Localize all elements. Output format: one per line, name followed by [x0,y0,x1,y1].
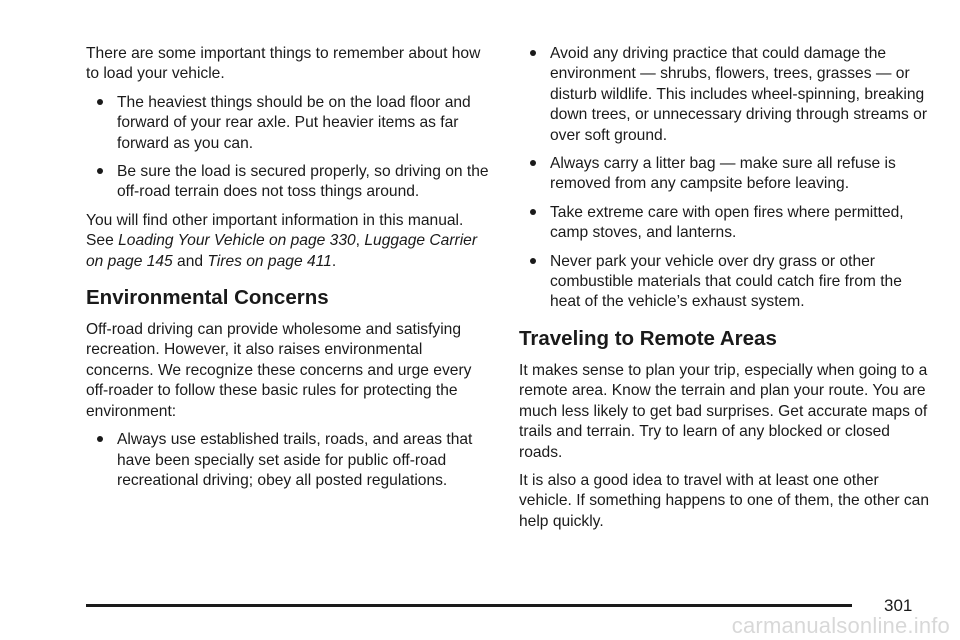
ref-luggage-carrier-link[interactable]: Luggage Carrier on page 145 [86,232,478,270]
bullet-dot-icon [97,436,103,442]
bullet-text: Take extreme care with open fires where permitted, camp stoves, and lanterns. [550,203,904,242]
bullet-dot-icon [530,160,536,166]
environmental-concerns-heading: Environmental Concerns [86,286,329,310]
left-column [86,44,490,499]
bullet-dot-icon [97,99,103,105]
bullet-dot-icon [530,209,536,215]
env-bullet-1 [86,430,490,491]
info-suffix: . [331,252,337,270]
bullet-dot-icon [530,50,536,56]
load-bullet-2 [86,162,490,203]
remote-paragraph-1: It makes sense to plan your trip, especially when going to a remote area. Know the terrain and plan your route. You are much less likely to get bad surprises. Get accurate maps of trails and terrain. Try to learn of any blocked or closed roads. [519,361,928,461]
env-bullet-5 [519,252,931,313]
footer-rule [86,604,852,607]
bullet-dot-icon [530,258,536,264]
ref-loading-vehicle-link[interactable]: Loading Your Vehicle on page 330 [118,232,356,250]
bullet-text: Avoid any driving practice that could damage the environment — shrubs, flowers, trees, grasses — or disturb wildlife. This includes wheel-spinning, breaking down trees, or unnecessary driving through streams or over soft ground. [550,45,928,144]
env-bullet-2 [519,44,931,146]
page-number: 301 [884,596,913,615]
bullet-text: Always use established trails, roads, and areas that have been specially set aside for public off-road recreational driving; obey all posted regulations. [117,431,473,489]
info-paragraph [86,211,490,272]
remote-areas-heading: Traveling to Remote Areas [519,326,777,350]
right-column [519,44,931,540]
load-bullet-1 [86,93,490,154]
watermark-text: carmanualsonline.info [731,613,950,638]
environmental-paragraph: Off-road driving can provide wholesome and satisfying recreation. However, it also raises environmental concerns. We recognize these concerns and urge every off-roader to follow these basic rules for protecting the environment: [86,321,472,420]
bullet-text: The heaviest things should be on the load floor and forward of your rear axle. Put heavier items as far forward as you can. [117,93,471,152]
bullet-dot-icon [97,168,103,174]
remote-paragraph-2: It is also a good idea to travel with at least one other vehicle. If something happens to one of them, the other can help quickly. [519,471,930,530]
info-prefix: You will find other important information in this manual. See [86,211,464,250]
bullet-text: Never park your vehicle over dry grass or other combustible materials that could catch fire from the heat of the vehicle’s exhaust system. [550,252,902,311]
env-bullet-3 [519,154,931,195]
env-bullet-4 [519,203,931,244]
bullet-text: Always carry a litter bag — make sure all refuse is removed from any campsite before leaving. [550,155,896,193]
bullet-text: Be sure the load is secured properly, so driving on the off-road terrain does not toss things around. [117,163,489,201]
info-sep2: and [172,252,208,270]
ref-tires-link[interactable]: Tires on page 411 [207,252,332,270]
intro-paragraph: There are some important things to remember about how to load your vehicle. [86,45,481,83]
info-sep1: , [355,232,365,250]
